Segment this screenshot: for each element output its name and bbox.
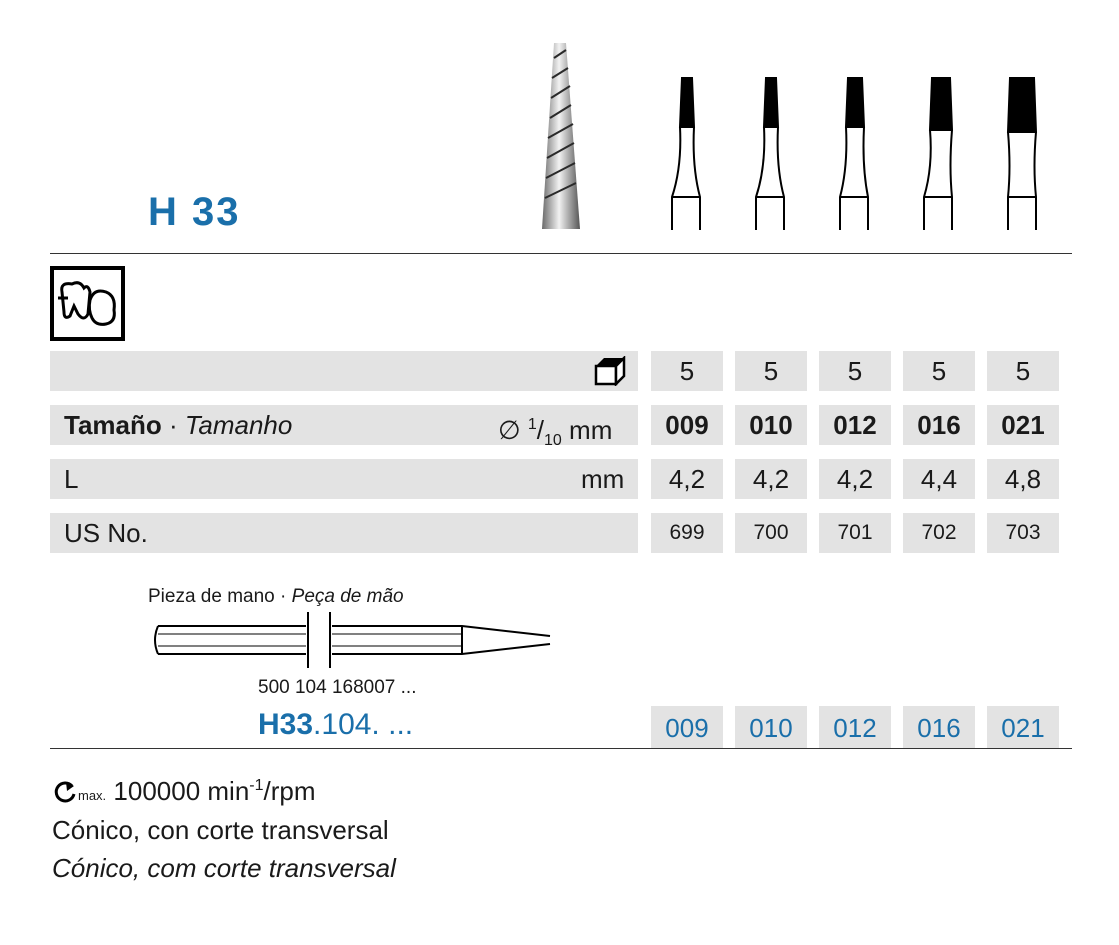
order-cell: 009 bbox=[651, 706, 723, 748]
size-outlines bbox=[660, 72, 1060, 232]
order-cell: 016 bbox=[903, 706, 975, 748]
package-cell: 5 bbox=[651, 351, 723, 391]
length-cell: 4,4 bbox=[903, 459, 975, 499]
order-cell: 010 bbox=[735, 706, 807, 748]
us-cell: 701 bbox=[819, 513, 891, 553]
length-cell: 4,2 bbox=[735, 459, 807, 499]
length-label: L bbox=[64, 464, 79, 494]
length-cell: 4,2 bbox=[819, 459, 891, 499]
package-row-label bbox=[50, 351, 638, 391]
size-cell: 010 bbox=[735, 405, 807, 445]
handpiece-code: 500 104 168007 ... bbox=[258, 677, 417, 698]
handpiece-drawing bbox=[150, 612, 555, 670]
rotation-icon bbox=[52, 780, 78, 804]
size-cell: 016 bbox=[903, 405, 975, 445]
top-divider bbox=[50, 253, 1072, 254]
order-cell: 021 bbox=[987, 706, 1059, 748]
handpiece-label: Pieza de mano · Peça de mão bbox=[148, 586, 404, 607]
length-unit: mm bbox=[581, 464, 625, 494]
size-cell: 021 bbox=[987, 405, 1059, 445]
package-cell: 5 bbox=[735, 351, 807, 391]
size-cell: 009 bbox=[651, 405, 723, 445]
description-pt: Cónico, com corte transversal bbox=[52, 853, 396, 883]
bottom-divider bbox=[50, 748, 1072, 749]
package-cell: 5 bbox=[987, 351, 1059, 391]
package-cell: 5 bbox=[903, 351, 975, 391]
package-icon bbox=[594, 356, 626, 386]
size-label: Tamaño · Tamanho bbox=[64, 410, 293, 440]
description-es: Cónico, con corte transversal bbox=[52, 815, 389, 845]
order-cell: 012 bbox=[819, 706, 891, 748]
us-cell: 703 bbox=[987, 513, 1059, 553]
length-row-label bbox=[50, 459, 638, 499]
us-cell: 702 bbox=[903, 513, 975, 553]
bur-photo bbox=[530, 38, 594, 232]
length-cell: 4,8 bbox=[987, 459, 1059, 499]
us-cell: 699 bbox=[651, 513, 723, 553]
length-cell: 4,2 bbox=[651, 459, 723, 499]
tooth-icon bbox=[50, 266, 125, 341]
product-title: H 33 bbox=[148, 190, 241, 234]
us-cell: 700 bbox=[735, 513, 807, 553]
rpm-line: max. 100000 $\min^{-1}$/rpm bbox=[52, 776, 316, 807]
order-number: H33.104. ... bbox=[258, 708, 414, 741]
us-label: US No. bbox=[64, 518, 148, 548]
size-unit: ∅ $^1/_{10}$ mm bbox=[498, 415, 613, 449]
package-cell: 5 bbox=[819, 351, 891, 391]
size-cell: 012 bbox=[819, 405, 891, 445]
